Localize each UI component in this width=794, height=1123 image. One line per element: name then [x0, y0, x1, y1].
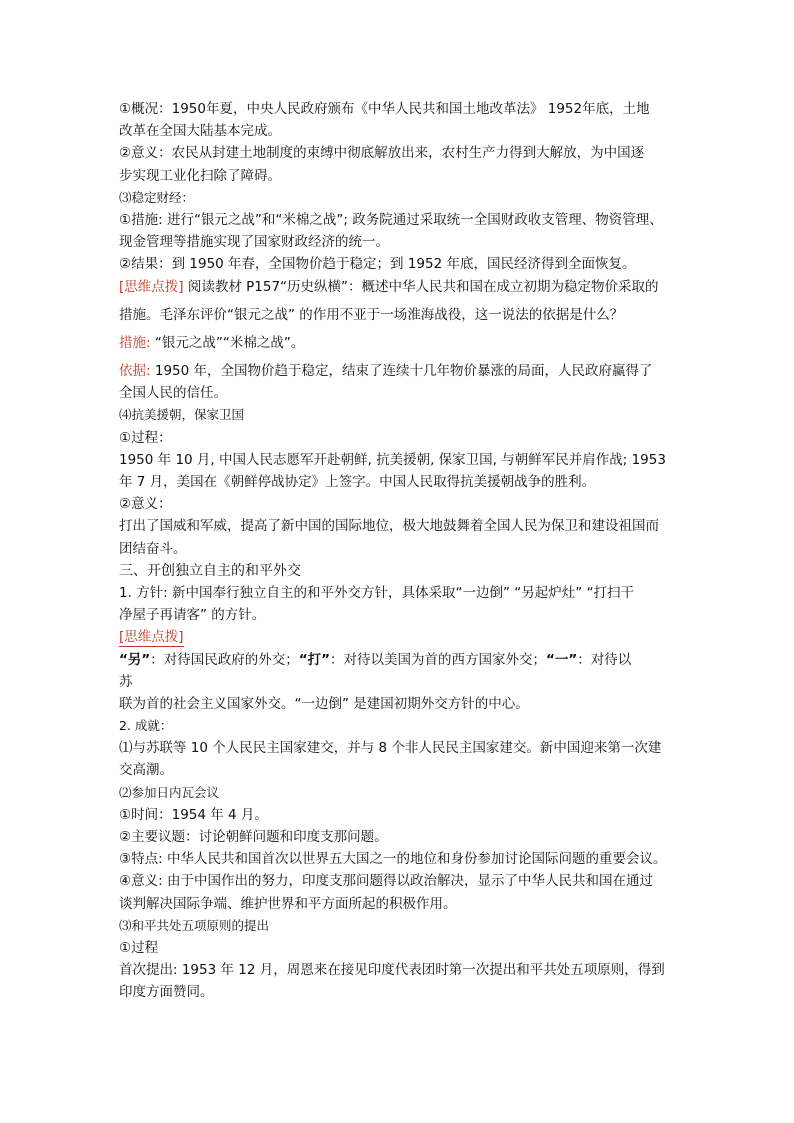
text-line: ②主要议题：讨论朝鲜问题和印度支那问题。	[119, 829, 388, 845]
text-span: “银元之战”“米棉之战”。	[150, 334, 305, 351]
term-bold: “打”	[298, 651, 330, 668]
text-line: 全国人民的信任。	[119, 385, 227, 402]
text-line: 苏	[119, 673, 133, 690]
text-line: 现金管理等措施实现了国家财政经济的统一。	[119, 234, 389, 251]
measures-tag: 措施:	[119, 334, 151, 351]
text-line: ①措施: 进行“银元之战”和“米棉之战”; 政务院通过采取统一全国财政收支管理、物资管理、	[119, 211, 663, 228]
text-line: ②结果：到 1950 年春，全国物价趋于稳定；到 1952 年底，国民经济得到全面恢复。	[119, 256, 636, 273]
section-heading: ⑷抗美援朝，保家卫国	[119, 407, 245, 423]
document-page	[119, 98, 681, 1004]
text-line: 年 7 月，美国在《朝鲜停战协定》上签字。中国人民取得抗美援朝战争的胜利。	[119, 474, 596, 490]
text-line: 打出了国威和军威，提高了新中国的国际地位，极大地鼓舞着全国人民为保卫和建设祖国而	[119, 518, 659, 535]
text-line: 谈判解决国际争端、维护世界和平方面所起的积极作用。	[119, 895, 457, 912]
thinking-tip-tag: [思维点拨]	[119, 629, 184, 646]
text-line: ③特点: 中华人民共和国首次以世界五大国之一的地位和身份参加讨论国际问题的重要会议。	[119, 851, 667, 868]
text-span: ：对待国民政府的外交；	[150, 651, 299, 668]
thinking-tip-tag: [思维点拨]	[119, 278, 184, 295]
section-heading: ⑶和平共处五项原则的提出	[119, 917, 270, 933]
section-heading: ⑶稳定财经：	[119, 189, 195, 205]
text-line: ②意义：	[119, 496, 172, 513]
measures-line	[119, 332, 681, 354]
text-line: 首次提出: 1953 年 12 月，周恩来在接见印度代表团时第一次提出和平共处五项原则，得到	[119, 962, 665, 979]
text-line: 联为首的社会主义国家外交。“一边倒” 是建国初期外交方针的中心。	[119, 695, 529, 712]
thinking-tip-line	[119, 276, 681, 298]
thinking-tip-line	[119, 626, 681, 648]
text-span: ：对待以美国为首的西方国家外交；	[330, 651, 546, 668]
text-line: ①过程	[119, 939, 159, 956]
text-line: ①概况：1950年夏，中央人民政府颁布《中华人民共和国土地改革法》 1952年底，土地	[119, 101, 650, 117]
text-line: 改革在全国大陆基本完成。	[119, 123, 281, 140]
text-line: 净屋子再请客” 的方针。	[119, 607, 266, 624]
text-line: 交高潮。	[119, 762, 173, 779]
basis-line	[119, 360, 681, 382]
chapter-heading: 三、开创独立自主的和平外交	[119, 562, 301, 579]
text-line: 印度方面赞同。	[119, 984, 214, 1001]
text-line: ⑴与苏联等 10 个人民民主国家建交，并与 8 个非人民民主国家建交。新中国迎来第一次建	[119, 740, 662, 757]
basis-tag: 依据:	[119, 363, 151, 380]
text-line: 团结奋斗。	[119, 540, 187, 557]
term-bold: “另”	[119, 651, 151, 668]
text-line: ②意义：农民从封建土地制度的束缚中彻底解放出来，农村生产力得到大解放，为中国逐	[119, 145, 645, 162]
text-line: ④意义: 由于中国作出的努力，印度支那问题得以政治解决，显示了中华人民共和国在通过	[119, 873, 653, 890]
diplomacy-explain-line	[119, 649, 681, 671]
term-bold: “一”	[546, 651, 578, 668]
text-span: 阅读教材 P157“历史纵横”：概述中华人民共和国在成立初期为稳定物价采取的	[183, 278, 659, 295]
text-line: 措施。毛泽东评价“银元之战” 的作用不亚于一场淮海战役，这一说法的依据是什么？	[119, 306, 624, 323]
section-heading: ⑵参加日内瓦会议	[119, 784, 220, 800]
text-line: ①时间：1954 年 4 月。	[119, 806, 268, 823]
text-span: 1950 年，全国物价趋于稳定，结束了连续十几年物价暴涨的局面，人民政府赢得了	[150, 363, 653, 380]
text-span: ：对待以	[577, 651, 632, 668]
text-line: ①过程：	[119, 429, 172, 446]
text-line: 步实现工业化扫除了障碍。	[119, 167, 281, 184]
text-line: 1950 年 10 月, 中国人民志愿军开赴朝鲜, 抗美援朝, 保家卫国, 与朝鲜军民并肩作战; 1953	[119, 451, 666, 468]
text-line: 2. 成就：	[119, 718, 173, 734]
text-line: 1. 方针: 新中国奉行独立自主的和平外交方针，具体采取“一边倒” “另起炉灶” “打扫干	[119, 584, 635, 601]
